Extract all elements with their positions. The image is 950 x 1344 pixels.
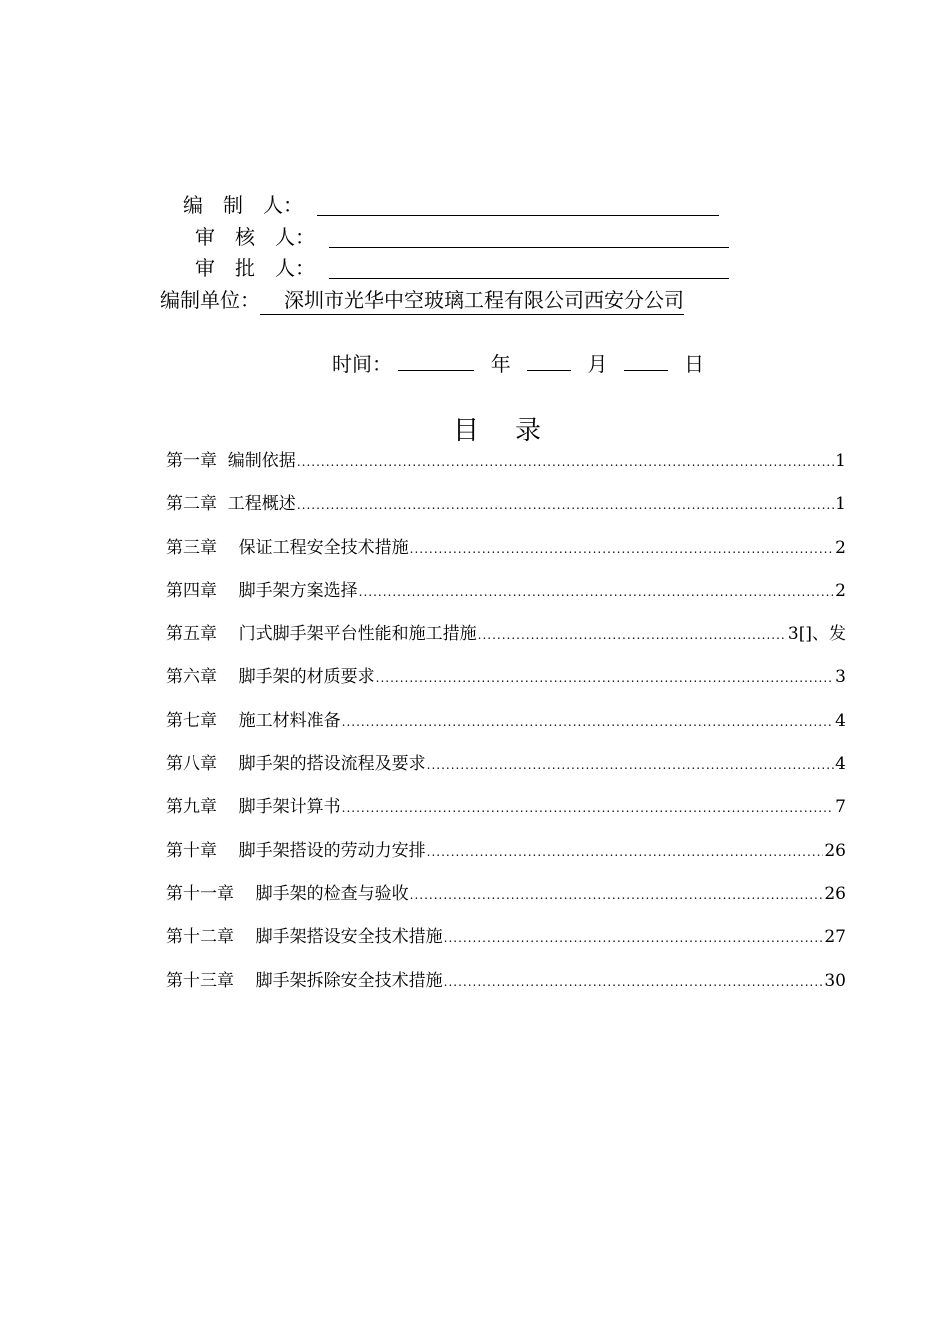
toc-leader [427, 758, 835, 772]
approver-row [195, 255, 315, 281]
toc-entry-page: 30 [824, 970, 846, 991]
toc-leader [359, 585, 835, 599]
toc-entry-page: 7 [835, 797, 846, 818]
toc-entry[interactable] [166, 879, 846, 922]
toc-entry-label: 第七章 施工材料准备 [166, 710, 341, 731]
toc-leader [410, 542, 835, 556]
toc-entry-label: 第十二章 脚手架搭设安全技术措施 [166, 927, 443, 948]
toc-entry[interactable] [166, 533, 846, 576]
toc-entry-label: 第十章 脚手架搭设的劳动力安排 [166, 840, 426, 861]
day-label: 日 [684, 352, 705, 376]
compiler-signature-line [317, 193, 719, 216]
day-blank [624, 348, 668, 371]
toc-entry-page: 3[]、发 [787, 624, 846, 645]
compiling-unit-value: 深圳市光华中空玻璃工程有限公司西安分公司 [260, 286, 684, 315]
toc-entry[interactable] [166, 619, 846, 662]
reviewer-row [195, 224, 315, 250]
toc-leader [444, 975, 824, 989]
approver-label: 审 批 人： [195, 256, 315, 280]
toc-entry-label: 第九章 脚手架计算书 [166, 797, 341, 818]
toc-entry-label: 第四章 脚手架方案选择 [166, 580, 358, 601]
reviewer-label: 审 核 人： [195, 225, 315, 249]
month-blank [527, 348, 571, 371]
date-row [332, 348, 714, 378]
toc-leader [478, 628, 787, 642]
date-label: 时间： [332, 352, 392, 376]
toc-entry[interactable] [166, 446, 846, 489]
toc-entry-page: 2 [835, 537, 846, 558]
compiler-label: 编 制 人： [183, 193, 303, 217]
toc-entry[interactable] [166, 706, 846, 749]
toc-entry-page: 27 [824, 927, 846, 948]
toc-entry-label: 第二章 工程概述 [166, 494, 296, 515]
compiler-row [183, 192, 303, 218]
toc-entry[interactable] [166, 792, 846, 835]
toc-leader [297, 498, 834, 512]
compiling-unit-label: 编制单位： [160, 288, 260, 312]
toc-entry[interactable] [166, 576, 846, 619]
toc-entry[interactable] [166, 966, 846, 1009]
toc-entry-label: 第五章 门式脚手架平台性能和施工措施 [166, 624, 477, 645]
toc-leader [427, 845, 824, 859]
toc-leader [410, 888, 824, 902]
toc-leader [376, 671, 835, 685]
toc-entry-page: 3 [835, 667, 846, 688]
toc-entry[interactable] [166, 489, 846, 532]
toc-entry-label: 第三章 保证工程安全技术措施 [166, 537, 409, 558]
year-label: 年 [490, 352, 511, 376]
table-of-contents [166, 446, 846, 1009]
toc-entry[interactable] [166, 836, 846, 879]
toc-leader [297, 455, 834, 469]
toc-entry-label: 第十三章 脚手架拆除安全技术措施 [166, 970, 443, 991]
toc-entry-page: 26 [824, 840, 846, 861]
toc-entry-page: 4 [835, 754, 846, 775]
month-label: 月 [587, 352, 608, 376]
year-blank [398, 348, 474, 371]
reviewer-signature-line [329, 225, 729, 248]
toc-entry[interactable] [166, 749, 846, 792]
toc-leader [342, 715, 835, 729]
toc-entry-page: 26 [824, 883, 846, 904]
toc-entry[interactable] [166, 662, 846, 705]
toc-entry-label: 第六章 脚手架的材质要求 [166, 667, 375, 688]
compiling-unit-row [160, 286, 684, 315]
toc-entry-page: 4 [835, 710, 846, 731]
approver-signature-line [329, 256, 729, 279]
toc-entry-page: 2 [835, 580, 846, 601]
toc-leader [444, 931, 824, 945]
toc-title: 目录 [452, 416, 577, 446]
toc-leader [342, 801, 835, 815]
toc-entry-label: 第一章 编制依据 [166, 451, 296, 471]
toc-entry-page: 1 [835, 494, 846, 515]
toc-entry[interactable] [166, 922, 846, 965]
toc-entry-page: 1 [835, 451, 846, 471]
toc-entry-label: 第八章 脚手架的搭设流程及要求 [166, 754, 426, 775]
toc-entry-label: 第十一章 脚手架的检查与验收 [166, 883, 409, 904]
